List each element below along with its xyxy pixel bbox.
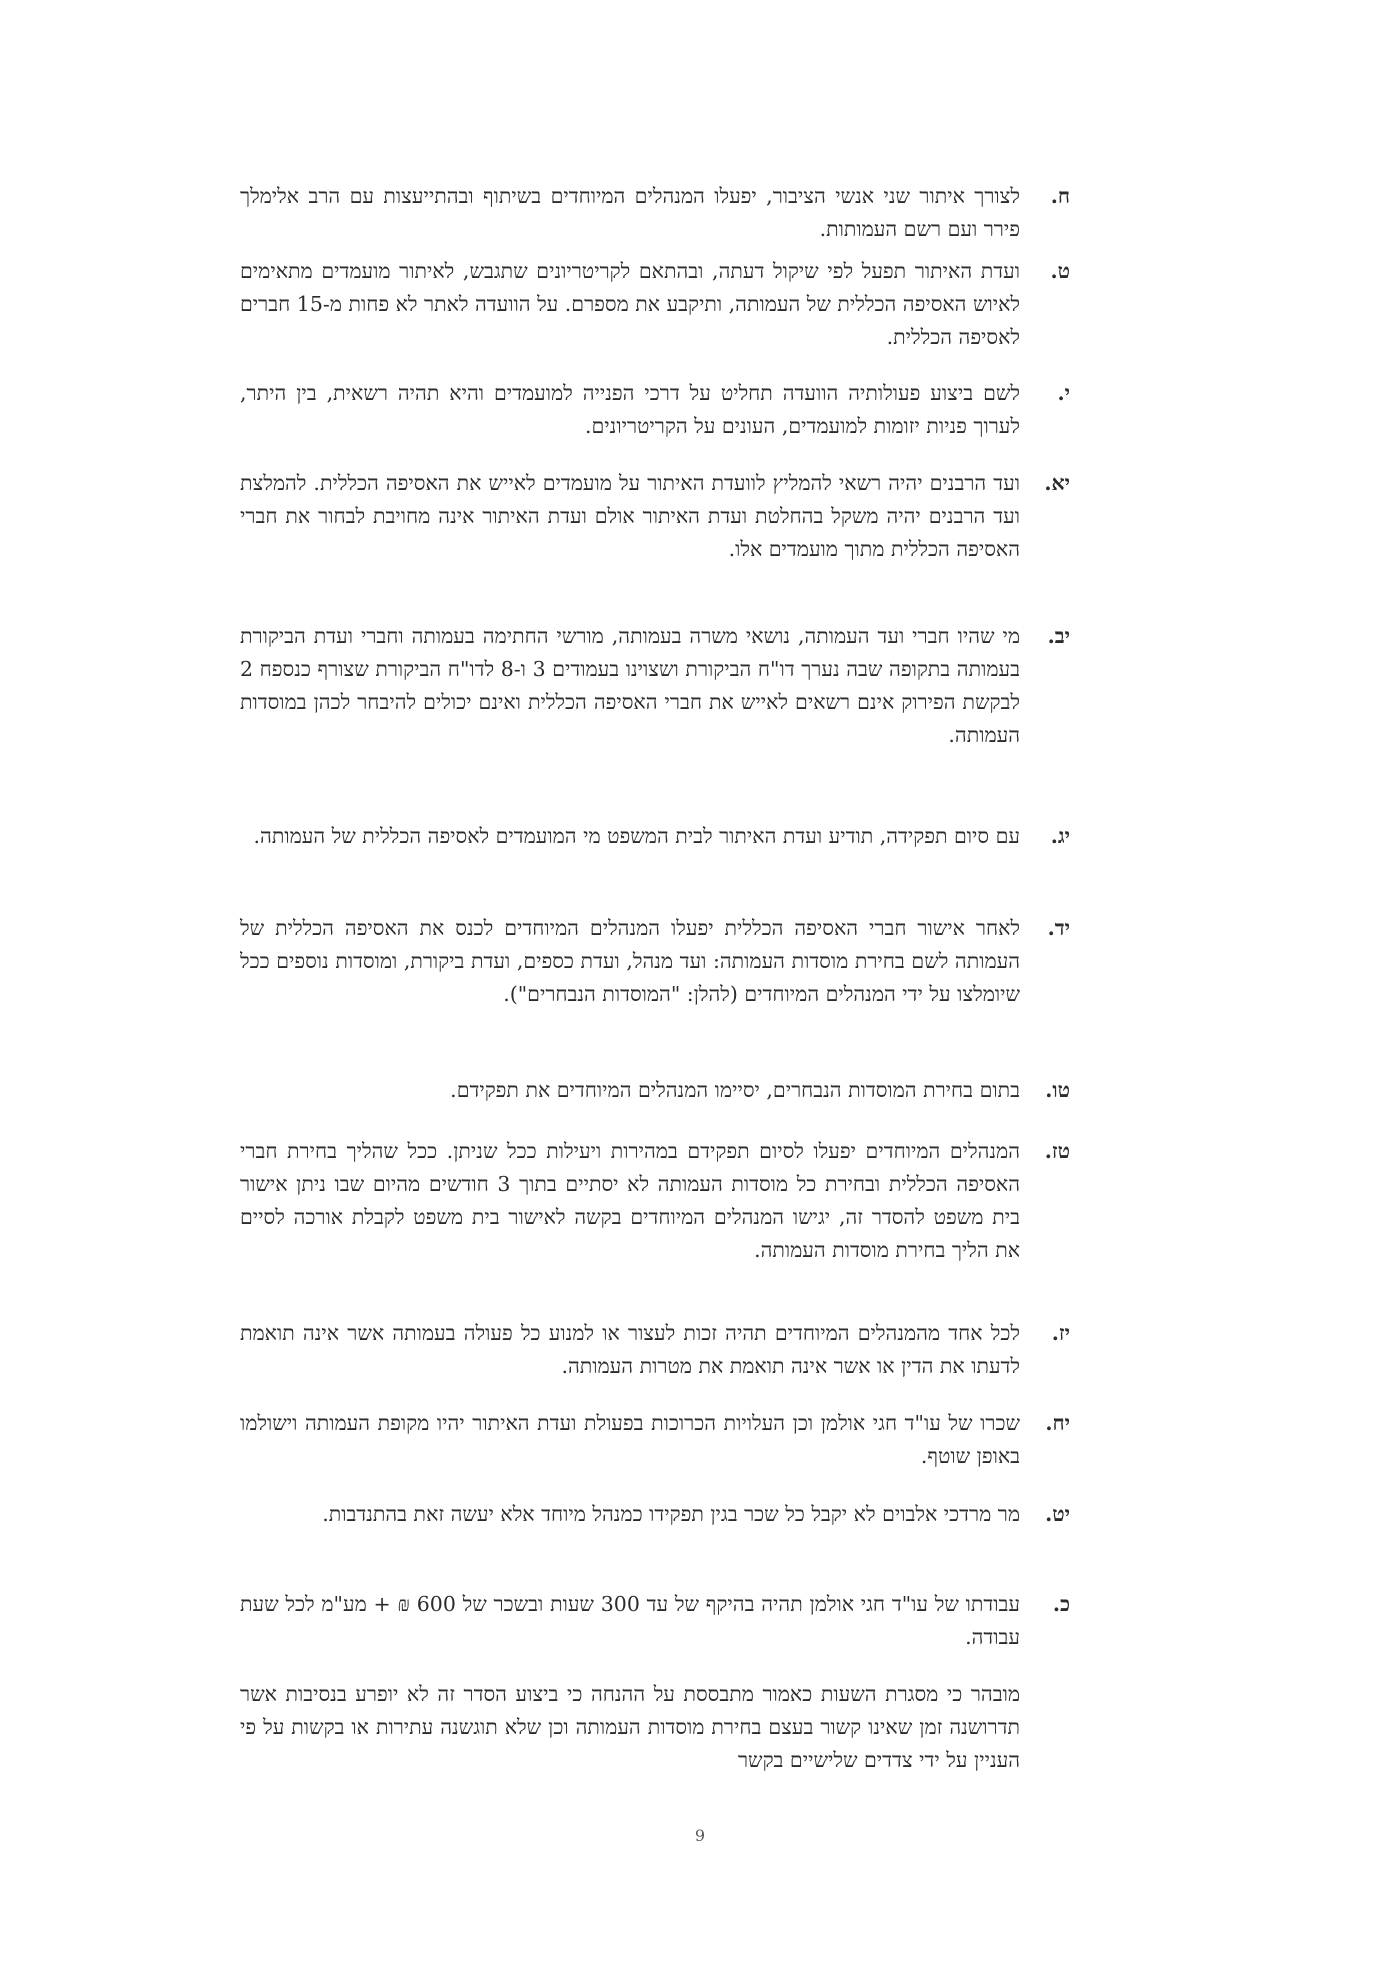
clause-text: לצורך איתור שני אנשי הציבור, יפעלו המנהלים המיוחדים בשיתוף ובהתייעצות עם הרב אלימלך פירר ועם רשם העמותות. xyxy=(240,184,1020,241)
clause-text: ועדת האיתור תפעל לפי שיקול דעתה, ובהתאם לקריטריונים שתגבש, לאיתור מועמדים מתאימים לאיוש האסיפה הכללית של העמותה, ותיקבע את מספרם. על הוועדה לאתר לא פחות מ-15 חברים לאסיפה הכללית. xyxy=(240,259,1021,349)
clause-number: ט. xyxy=(1050,259,1070,283)
clause-13 xyxy=(240,820,1070,853)
page-number: 9 xyxy=(694,1826,706,1845)
clause-text: בתום בחירת המוסדות הנבחרים, יסיימו המנהלים המיוחדים את תפקידם. xyxy=(450,1078,1020,1102)
clause-17 xyxy=(240,1317,1070,1383)
clause-19 xyxy=(240,1498,1070,1531)
clause-text: עבודתו של עו"ד חגי אולמן תהיה בהיקף של עד 300 שעות ובשכר של 600 ₪ + מע"מ לכל שעת עבודה. xyxy=(240,1592,1020,1649)
clause-text: לשם ביצוע פעולותיה הוועדה תחליט על דרכי הפנייה למועמדים והיא תהיה רשאית, בין היתר, לערוך פניות יזומות למועמדים, העונים על הקריטריונים. xyxy=(240,381,1020,438)
clause-number: יט. xyxy=(1045,1502,1070,1526)
clause-number: י. xyxy=(1057,381,1070,405)
closing-paragraph xyxy=(240,1678,1070,1777)
clause-10 xyxy=(240,377,1070,443)
clause-text: מי שהיו חברי ועד העמותה, נושאי משרה בעמותה, מורשי החתימה בעמותה וחברי ועדת הביקורת בעמותה בתקופה שבה נערך דו"ח הביקורת ושצוינו בעמודים 3 ו-8 לדו"ח הביקורת שצורף כנספח 2 לבקשת הפירוק אינם רשאים לאייש את חברי האסיפה הכללית ואינם יכולים להיבחר לכהן במוסדות העמותה. xyxy=(240,624,1020,747)
clause-number: יח. xyxy=(1045,1411,1070,1435)
clause-18 xyxy=(240,1407,1070,1473)
clause-text: שכרו של עו"ד חגי אולמן וכן העלויות הכרוכות בפעולת ועדת האיתור יהיו מקופת העמותה וישולמו באופן שוטף. xyxy=(240,1411,1020,1468)
clause-text: עם סיום תפקידה, תודיע ועדת האיתור לבית המשפט מי המועמדים לאסיפה הכללית של העמותה. xyxy=(253,824,1020,848)
clause-number: יג. xyxy=(1050,824,1070,848)
clause-14 xyxy=(240,912,1070,1011)
clause-text: לאחר אישור חברי האסיפה הכללית יפעלו המנהלים המיוחדים לכנס את האסיפה הכללית של העמותה לשם בחירת מוסדות העמותה: ועד מנהל, ועדת כספים, ועדת ביקורת, ומוסדות נוספים ככל שיומלצו על ידי המנהלים המיוחדים (להלן: "המוסדות הנבחרים"). xyxy=(240,916,1020,1006)
clause-9 xyxy=(240,255,1070,354)
clause-number: טו. xyxy=(1045,1078,1070,1102)
clause-16 xyxy=(240,1135,1070,1267)
clause-number: יד. xyxy=(1047,916,1070,940)
clause-number: יב. xyxy=(1047,624,1070,648)
clause-12 xyxy=(240,620,1070,752)
clause-15 xyxy=(240,1074,1070,1107)
clause-text: המנהלים המיוחדים יפעלו לסיום תפקידם במהירות ויעילות ככל שניתן. ככל שהליך בחירת חברי האסיפה הכללית ובחירת כל מוסדות העמותה לא יסתיים בתוך 3 חודשים מהיום שבו ניתן אישור בית משפט להסדר זה, יגישו המנהלים המיוחדים בקשה לאישור בית משפט לקבלת אורכה לסיים את הליך בחירת מוסדות העמותה. xyxy=(240,1139,1020,1262)
clause-number: יז. xyxy=(1051,1321,1070,1345)
clause-number: יא. xyxy=(1044,471,1070,495)
clause-20 xyxy=(240,1588,1070,1654)
clause-text: לכל אחד מהמנהלים המיוחדים תהיה זכות לעצור או למנוע כל פעולה בעמותה אשר אינה תואמת לדעתו את הדין או אשר אינה תואמת את מטרות העמותה. xyxy=(240,1321,1020,1378)
clause-number: ח. xyxy=(1050,184,1070,208)
clause-number: טז. xyxy=(1044,1139,1070,1163)
clause-text: מר מרדכי אלבוים לא יקבל כל שכר בגין תפקידו כמנהל מיוחד אלא יעשה זאת בהתנדבות. xyxy=(322,1502,1020,1526)
closing-text: מובהר כי מסגרת השעות כאמור מתבססת על ההנחה כי ביצוע הסדר זה לא יופרע בנסיבות אשר תדרושנה זמן שאינו קשור בעצם בחירת מוסדות העמותה וכן שלא תוגשנה עתירות או בקשות על פי העניין על ידי צדדים שלישיים בקשר xyxy=(240,1682,1020,1772)
clause-8 xyxy=(240,180,1070,246)
clause-number: כ. xyxy=(1052,1592,1070,1616)
clause-11 xyxy=(240,467,1070,566)
clause-text: ועד הרבנים יהיה רשאי להמליץ לוועדת האיתור על מועמדים לאייש את האסיפה הכללית. להמלצת ועד הרבנים יהיה משקל בהחלטת ועדת האיתור אולם ועדת האיתור אינה מחויבת לבחור את חברי האסיפה הכללית מתוך מועמדים אלו. xyxy=(240,471,1020,561)
